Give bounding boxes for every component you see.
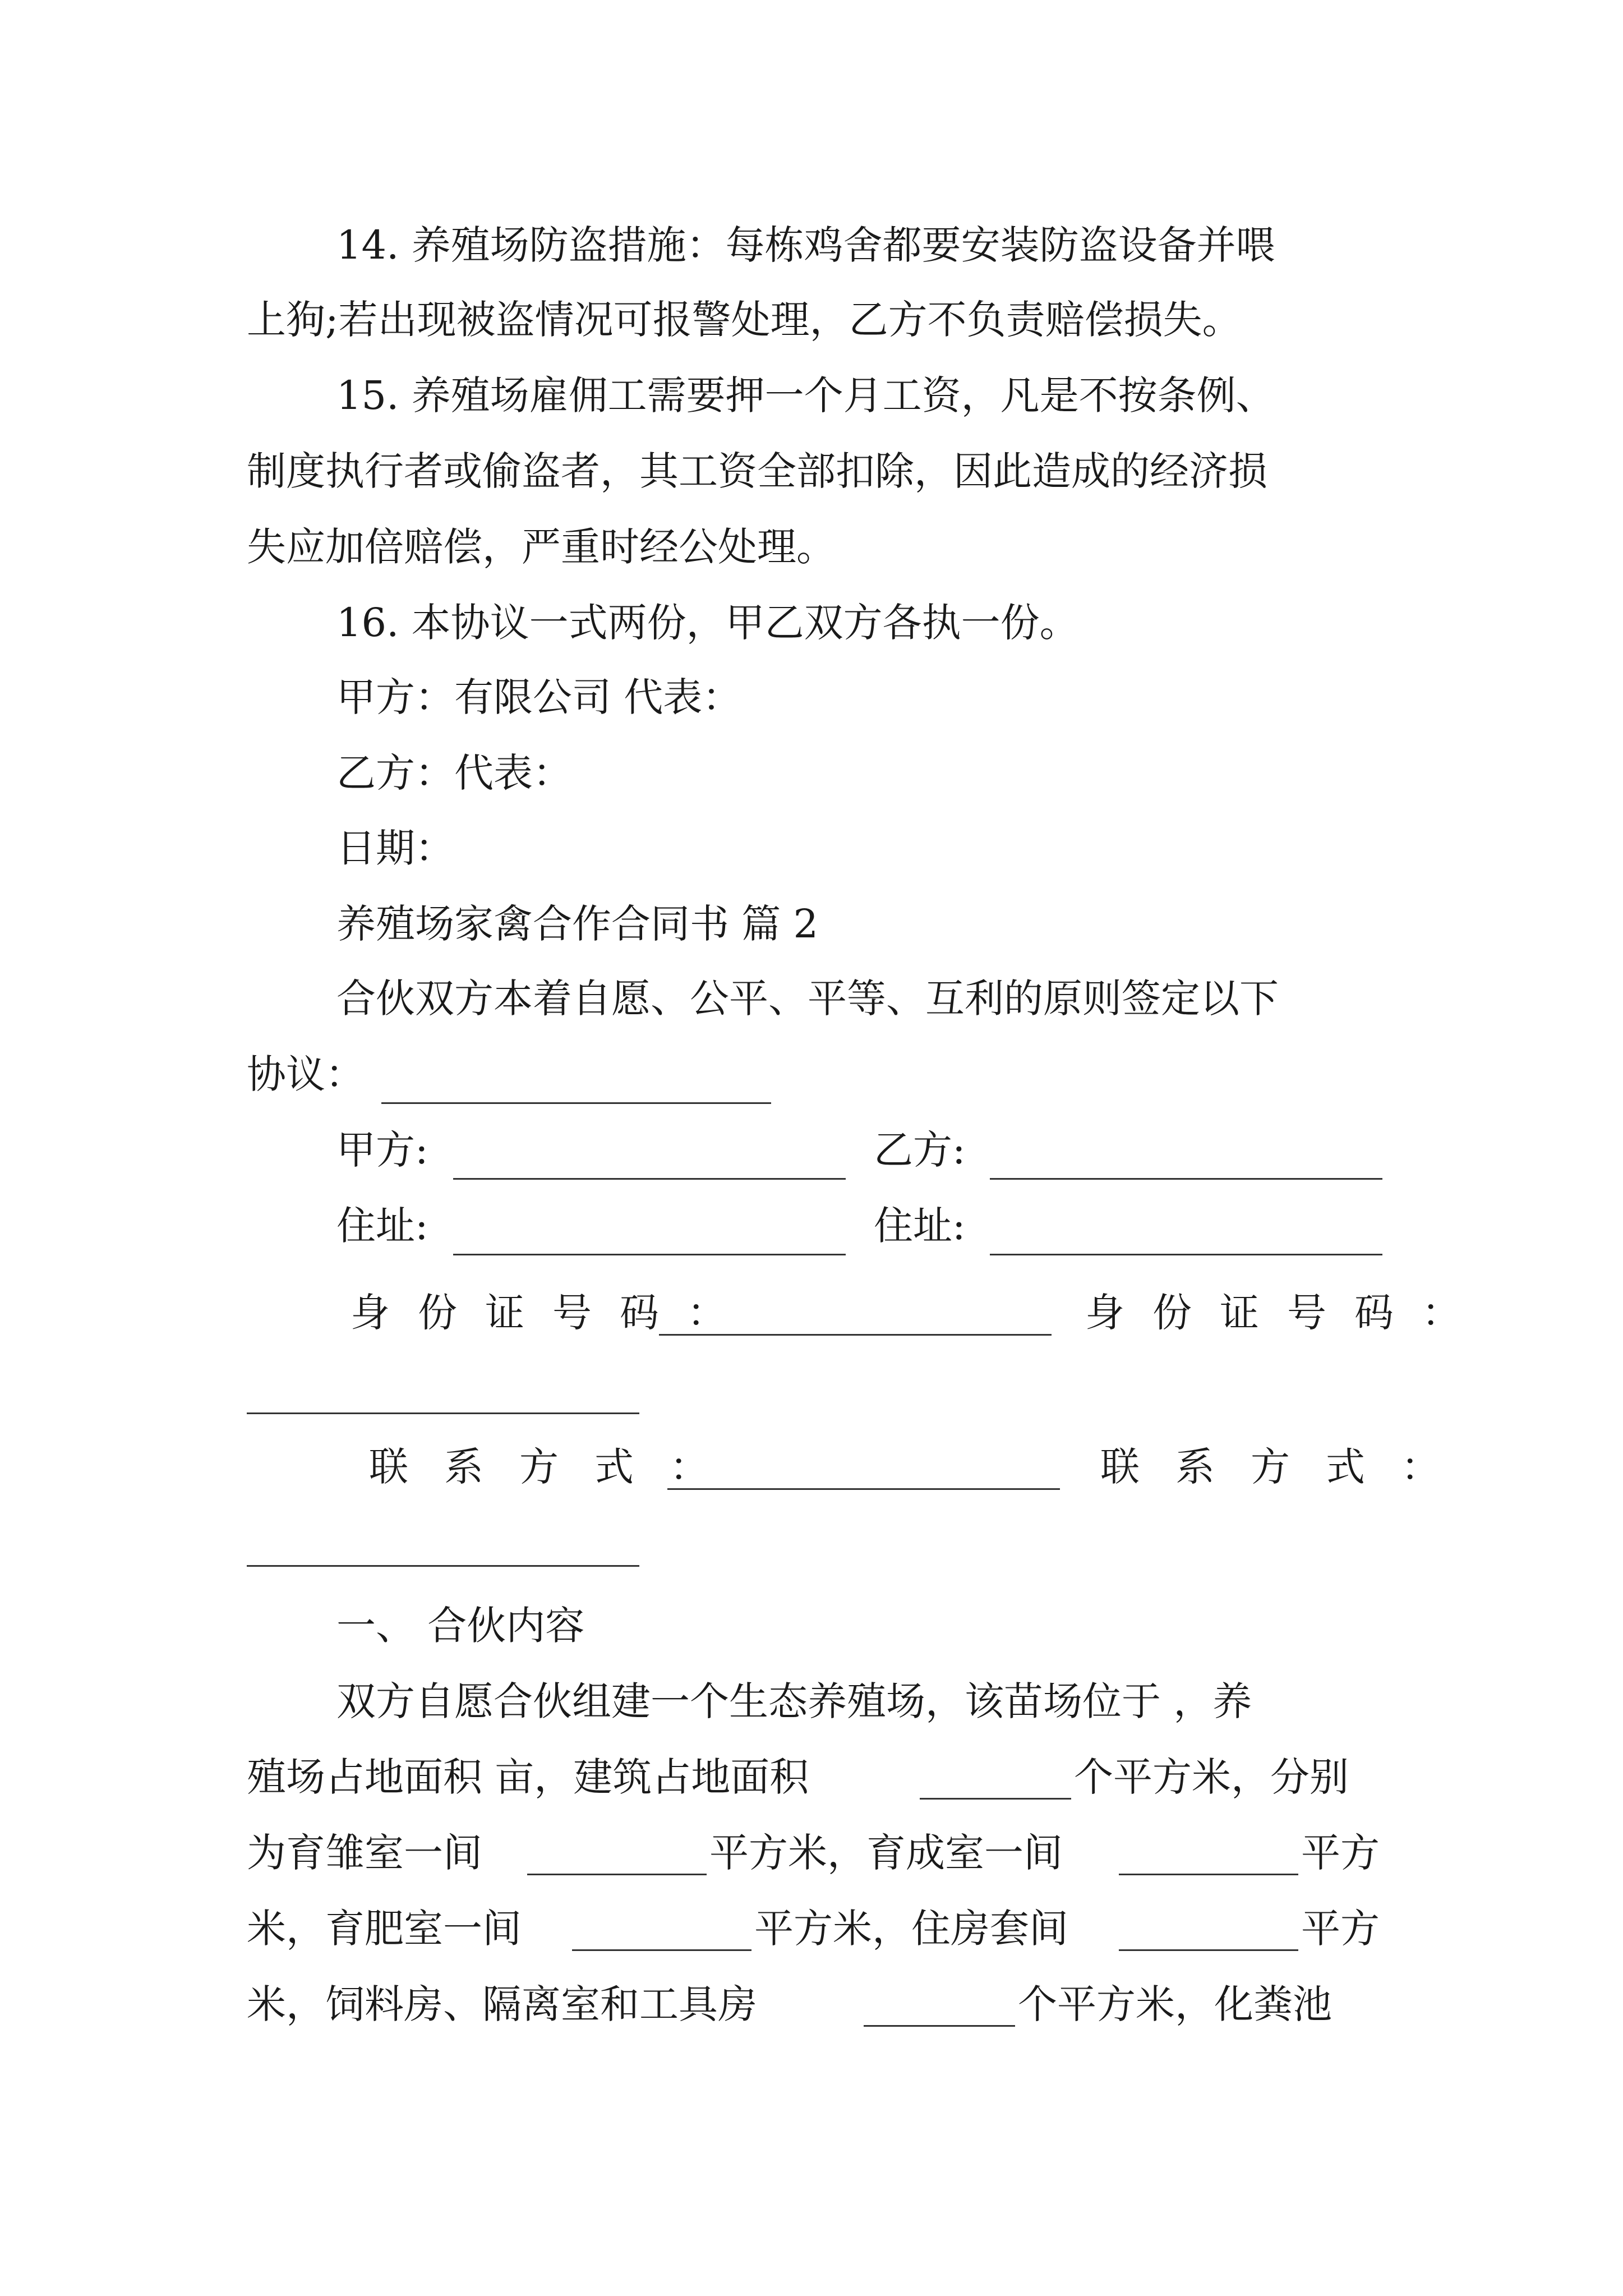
housing-suite-blank[interactable] [1119, 1949, 1298, 1951]
content-line-4-c: 平方 [1301, 1906, 1380, 1952]
clause-15-line-2: 制度执行者或偷盗者，其工资全部扣除，因此造成的经济损 [247, 448, 1267, 494]
content-line-5-a: 米，饲料房、隔离室和工具房 [247, 1981, 757, 2027]
sign-party-a: 甲方：有限公司 代表： [336, 674, 742, 720]
contact-b-label: 联系方式： [1100, 1444, 1476, 1490]
id-a-blank[interactable] [659, 1334, 1052, 1336]
address-b-blank[interactable] [990, 1254, 1382, 1255]
party-a-blank[interactable] [453, 1178, 846, 1180]
content-line-4-b: 平方米，住房套间 [754, 1906, 1068, 1952]
growing-room-blank[interactable] [1119, 1874, 1298, 1875]
contact-b-blank[interactable] [247, 1565, 639, 1567]
clause-15-line-3: 失应加倍赔偿，严重时经公处理。 [247, 524, 836, 570]
content-line-1: 双方自愿合伙组建一个生态养殖场，该苗场位于 ，养 [336, 1678, 1252, 1724]
content-line-3-b: 平方米，育成室一间 [709, 1830, 1063, 1876]
intro-line-2: 协议： [247, 1051, 365, 1097]
fattening-room-blank[interactable] [572, 1949, 751, 1951]
section-1-heading: 一、 合伙内容 [336, 1603, 585, 1649]
brooding-room-blank[interactable] [527, 1874, 707, 1875]
clause-14-line-2: 上狗;若出现被盗情况可报警处理，乙方不负责赔偿损失。 [247, 297, 1242, 343]
address-a-blank[interactable] [453, 1254, 846, 1255]
intro-line-1: 合伙双方本着自愿、公平、平等、互利的原则签定以下 [336, 976, 1279, 1022]
content-line-5-b: 个平方米，化粪池 [1018, 1981, 1332, 2027]
address-b-label: 住址: [874, 1203, 966, 1249]
content-line-3-c: 平方 [1301, 1830, 1380, 1876]
clause-16: 16. 本协议一式两份，甲乙双方各执一份。 [336, 600, 1079, 646]
feed-room-blank[interactable] [864, 2025, 1015, 2027]
contract-title-2: 养殖场家禽合作合同书 篇 2 [336, 901, 819, 947]
contact-a-label: 联系方式： [369, 1444, 745, 1490]
id-b-blank[interactable] [247, 1412, 639, 1414]
content-line-4-a: 米，育肥室一间 [247, 1906, 522, 1952]
intro-blank [381, 1102, 771, 1104]
id-b-label: 身份证号码： [1085, 1290, 1489, 1336]
id-a-label: 身份证号码： [351, 1290, 754, 1336]
party-b-blank[interactable] [990, 1178, 1382, 1180]
content-line-2-a: 殖场占地面积 亩，建筑占地面积 [247, 1754, 809, 1800]
sign-date: 日期： [336, 825, 454, 871]
sign-party-b: 乙方：代表： [336, 750, 572, 796]
building-area-blank[interactable] [920, 1798, 1071, 1800]
contact-a-blank[interactable] [667, 1488, 1060, 1490]
content-line-3-a: 为育雏室一间 [247, 1830, 482, 1876]
clause-15-line-1: 15. 养殖场雇佣工需要押一个月工资，凡是不按条例、 [336, 372, 1275, 418]
address-a-label: 住址: [336, 1203, 428, 1249]
party-b-label: 乙方: [874, 1127, 966, 1173]
party-a-label: 甲方: [336, 1127, 428, 1173]
content-line-2-b: 个平方米，分别 [1074, 1754, 1349, 1800]
clause-14-line-1: 14. 养殖场防盗措施：每栋鸡舍都要安装防盗设备并喂 [336, 222, 1275, 268]
